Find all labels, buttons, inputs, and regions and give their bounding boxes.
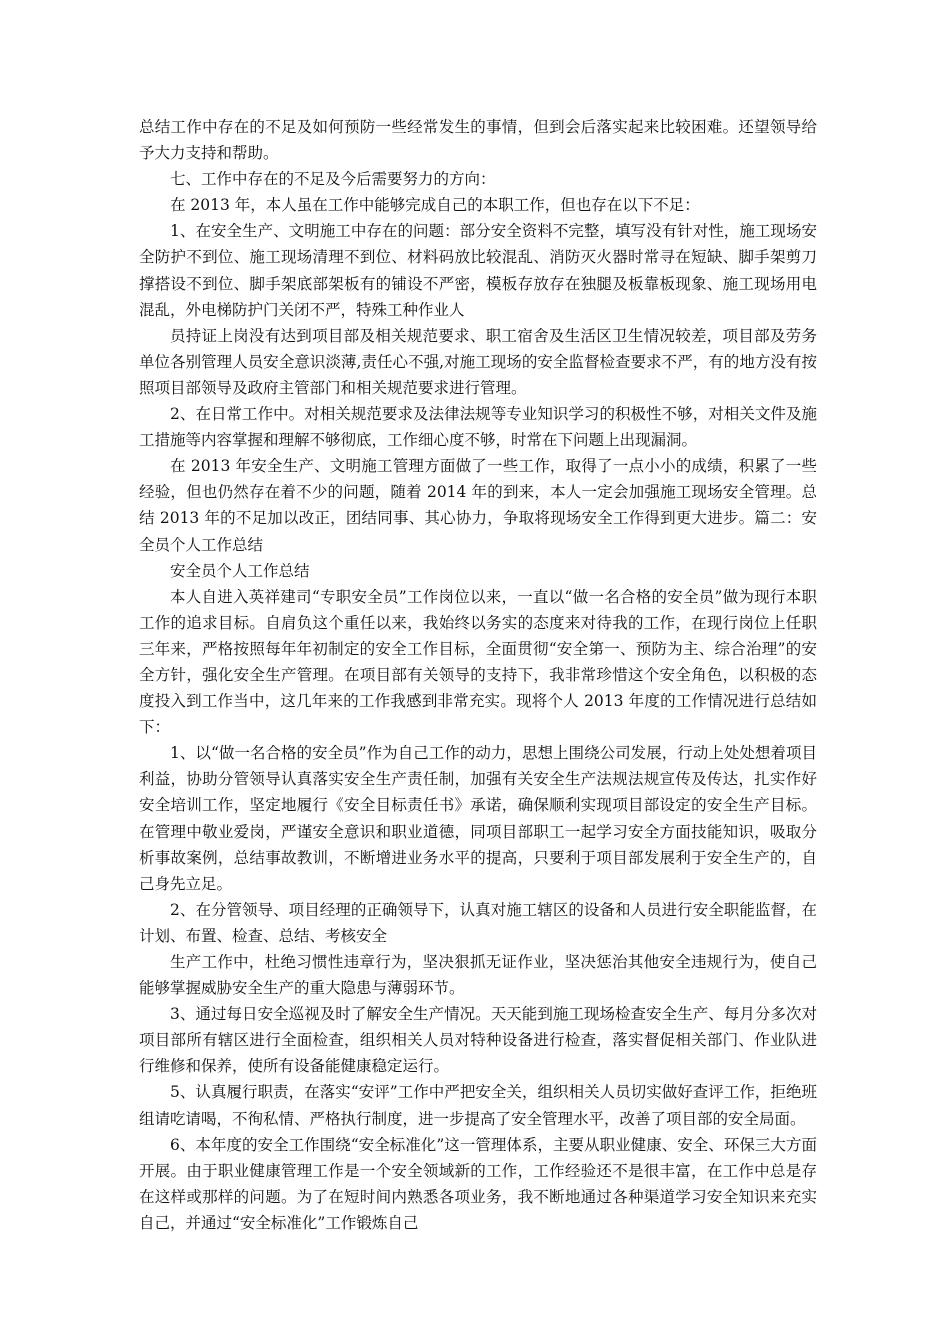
- paragraph: 员持证上岗没有达到项目部及相关规范要求、职工宿舍及生活区卫生情况较差，项目部及劳务单位各别管理人员安全意识淡薄,责任心不强,对施工现场的安全监督检查要求不严，有的地方没有按照项目部领导及政府主管部门和相关规范要求进行管理。: [139, 326, 817, 397]
- paragraph: 生产工作中，杜绝习惯性违章行为，坚决狠抓无证作业，坚决惩治其他安全违规行为，使自己能够掌握威胁安全生产的重大隐患与薄弱环节。: [139, 953, 817, 998]
- paragraph: 在 2013 年安全生产、文明施工管理方面做了一些工作，取得了一点小小的成绩，积累了一些经验，但也仍然存在着不少的问题，随着 2014 年的到来，本人一定会加强施工现场安全管理。总结 2013 年的不足加以改正，团结同事、其心协力，争取将现场安全工作得到更大进步。篇二：安全员个人工作总结: [139, 457, 817, 554]
- paragraph: 3、通过每日安全巡视及时了解安全生产情况。天天能到施工现场检查安全生产、每月分多次对项目部所有辖区进行全面检查，组织相关人员对特种设备进行检查，落实督促相关部门、作业队进行维修和保养，使所有设备能健康稳定运行。: [139, 1005, 817, 1076]
- paragraph-continuation: 总结工作中存在的不足及如何预防一些经常发生的事情，但到会后落实起来比较困难。还望领导给予大力支持和帮助。: [139, 118, 817, 163]
- section-heading-shortcomings: 七、工作中存在的不足及今后需要努力的方向：: [170, 170, 496, 189]
- paragraph: 2、在分管领导、项目经理的正确领导下，认真对施工辖区的设备和人员进行安全职能监督，在计划、布置、检查、总结、考核安全: [139, 900, 817, 945]
- paragraph: 1、以“做一名合格的安全员”作为自己工作的动力，思想上围绕公司发展，行动上处处想着项目利益，协助分管领导认真落实安全生产责任制，加强有关安全生产法规法规宣传及传达，扎实作好安全培训工作，坚定地履行《安全目标责任书》承诺，确保顺利实现项目部设定的安全生产目标。在管理中敬业爱岗，严谨安全意识和职业道德，同项目部职工一起学习安全方面技能知识，吸取分析事故案例，总结事故教训，不断增进业务水平的提高，只要利于项目部发展利于安全生产的，自己身先立足。: [139, 744, 817, 893]
- paragraph: 2、在日常工作中。对相关规范要求及法律法规等专业知识学习的积极性不够，对相关文件及施工措施等内容掌握和理解不够彻底，工作细心度不够，时常在下问题上出现漏洞。: [139, 405, 817, 450]
- paragraph: 本人自进入英祥建司“专职安全员”工作岗位以来，一直以“做一名合格的安全员”做为现行本职工作的追求目标。自肩负这个重任以来，我始终以务实的态度来对待我的工作，在现行岗位上任职三年来，严格按照每年年初制定的安全工作目标，全面贯彻“安全第一、预防为主、综合治理”的安全方针，强化安全生产管理。在项目部有关领导的支持下，我非常珍惜这个安全角色，以积极的态度投入到工作当中，这几年来的工作我感到非常充实。现将个人 2013 年度的工作情况进行总结如下：: [139, 587, 817, 737]
- document-title: 安全员个人工作总结: [170, 561, 310, 580]
- paragraph: 6、本年度的安全工作围绕“安全标准化”这一管理体系，主要从职业健康、安全、环保三大方面开展。由于职业健康管理工作是一个安全领域新的工作，工作经验还不是很丰富，在工作中总是存在这样或那样的问题。为了在短时间内熟悉各项业务，我不断地通过各种渠道学习安全知识来充实自己，并通过“安全标准化”工作锻炼自己: [139, 1135, 817, 1232]
- paragraph: 1、在安全生产、文明施工中存在的问题：部分安全资料不完整，填写没有针对性，施工现场安全防护不到位、施工现场清理不到位、材料码放比较混乱、消防灭火器时常寻在短缺、脚手架剪刀撑搭设不到位、脚手架底部架板有的铺设不严密，模板存放存在独腿及板靠板现象、施工现场用电混乱，外电梯防护门关闭不严，特殊工种作业人: [139, 222, 817, 319]
- document-page: [139, 114, 817, 1236]
- paragraph: 在 2013 年，本人虽在工作中能够完成自己的本职工作，但也存在以下不足：: [170, 196, 700, 215]
- paragraph: 5、认真履行职责，在落实“安评”工作中严把安全关，组织相关人员切实做好查评工作，拒绝班组请吃请喝，不徇私情、严格执行制度，进一步提高了安全管理水平，改善了项目部的安全局面。: [139, 1083, 817, 1128]
